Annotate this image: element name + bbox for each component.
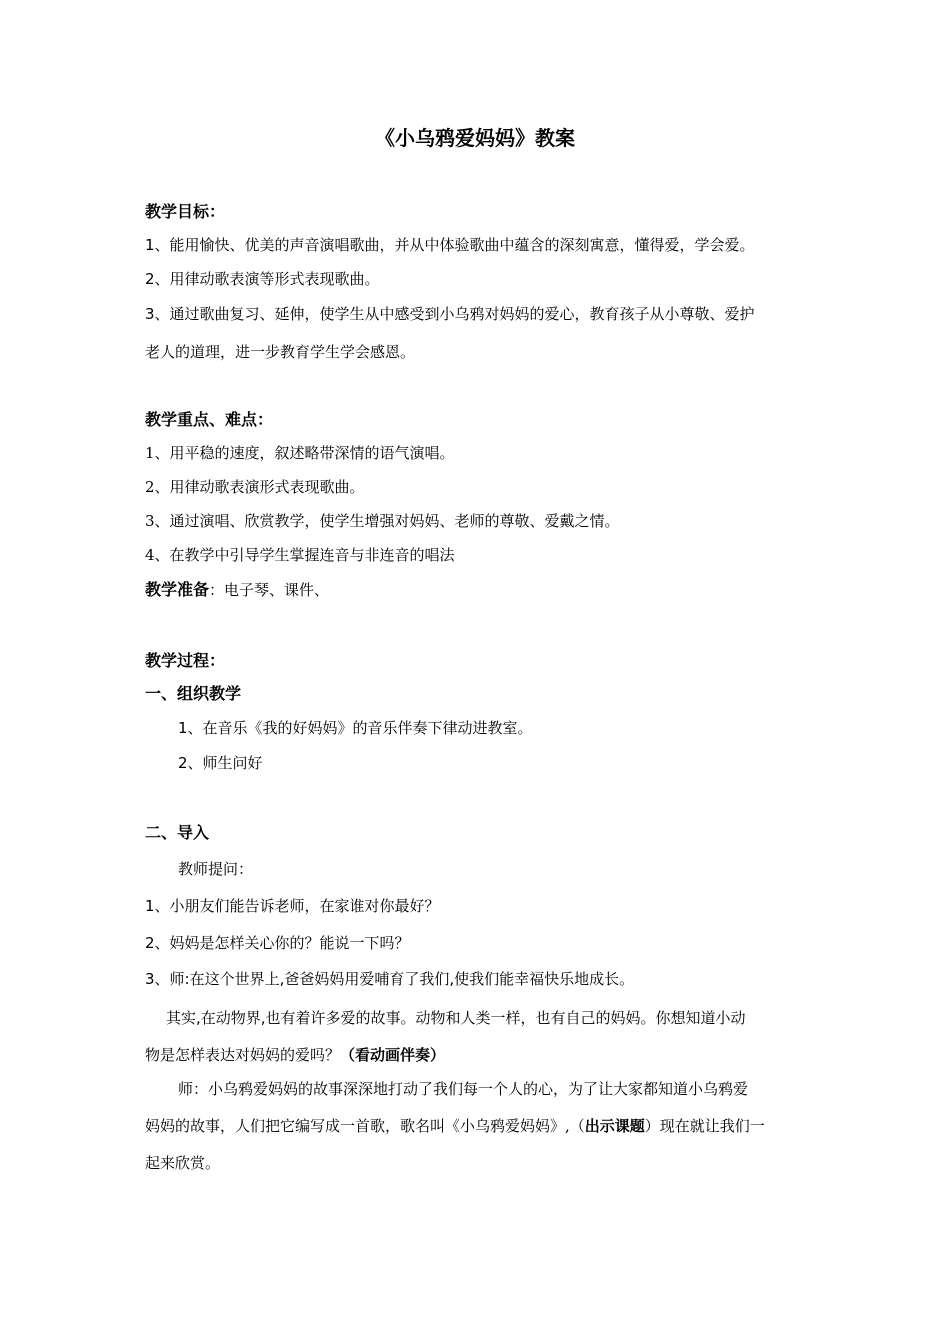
section2-item-3: 3、师:在这个世界上,爸爸妈妈用爱哺育了我们,使我们能幸福快乐地成长。 — [145, 970, 635, 988]
section2-item-1: 1、小朋友们能告诉老师，在家谁对你最好？ — [145, 897, 440, 915]
objective-item-3-continued: 老人的道理，进一步教育学生学会感恩。 — [145, 343, 416, 361]
paragraph2-text-a: 妈妈的故事，人们把它编写成一首歌，歌名叫《小乌鸦爱妈妈》,（ — [145, 1117, 585, 1135]
paragraph1-bold-note: （看动画伴奏） — [340, 1046, 446, 1064]
key-point-item-3: 3、通过演唱、欣赏教学，使学生增强对妈妈、老师的尊敬、爱戴之情。 — [145, 512, 620, 530]
objective-item-1: 1、能用愉快、优美的声音演唱歌曲，并从中体验歌曲中蕴含的深刻寓意，懂得爱，学会爱。 — [145, 236, 755, 254]
section2-heading: 二、导入 — [145, 823, 210, 842]
paragraph2-line1: 师：小乌鸦爱妈妈的故事深深地打动了我们每一个人的心，为了让大家都知道小乌鸦爱 — [178, 1080, 749, 1098]
key-point-item-2: 2、用律动歌表演形式表现歌曲。 — [145, 478, 365, 496]
section1-item-2: 2、师生问好 — [178, 754, 263, 772]
key-point-item-4: 4、在教学中引导学生掌握连音与非连音的唱法 — [145, 546, 455, 564]
section2-intro: 教师提问： — [178, 860, 254, 878]
paragraph2-bold-note: 出示课题 — [584, 1117, 645, 1135]
preparation-label: 教学准备 — [145, 580, 210, 599]
paragraph1-text: 物是怎样表达对妈妈的爱吗？ — [145, 1046, 341, 1064]
preparation-text: ：电子琴、课件、 — [209, 581, 330, 599]
section1-heading: 一、组织教学 — [145, 684, 242, 703]
page-title: 《小乌鸦爱妈妈》教案 — [375, 126, 575, 150]
section2-item-2: 2、妈妈是怎样关心你的？能说一下吗？ — [145, 934, 410, 952]
objective-item-3: 3、通过歌曲复习、延伸，使学生从中感受到小乌鸦对妈妈的爱心，教育孩子从小尊敬、爱护 — [145, 305, 755, 323]
objectives-heading: 教学目标： — [145, 202, 226, 221]
process-heading: 教学过程： — [145, 651, 226, 670]
key-point-item-1: 1、用平稳的速度，叙述略带深情的语气演唱。 — [145, 444, 455, 462]
objective-item-2: 2、用律动歌表演等形式表现歌曲。 — [145, 270, 380, 288]
paragraph1-line1: 其实,在动物界,也有着许多爱的故事。动物和人类一样，也有自己的妈妈。你想知道小动 — [166, 1009, 746, 1027]
paragraph2-line2 — [145, 1115, 765, 1137]
paragraph2-text-b: ）现在就让我们一 — [644, 1117, 765, 1135]
key-points-heading: 教学重点、难点： — [145, 410, 274, 429]
preparation-line — [145, 579, 329, 601]
paragraph2-line3: 起来欣赏。 — [145, 1154, 221, 1172]
paragraph1-line2 — [145, 1044, 445, 1066]
section1-item-1: 1、在音乐《我的好妈妈》的音乐伴奏下律动进教室。 — [178, 719, 533, 737]
